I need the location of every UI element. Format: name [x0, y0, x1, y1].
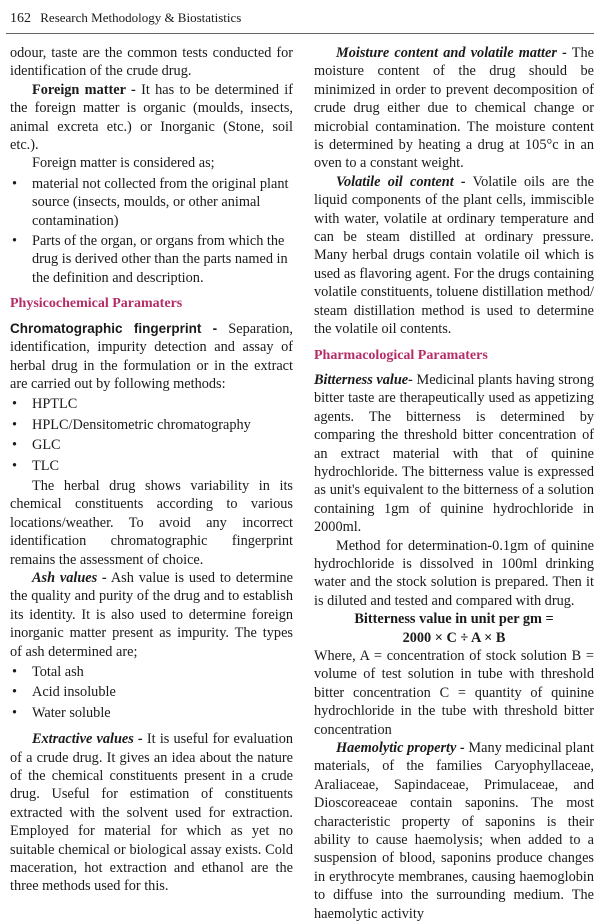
- list-item: • Water soluble: [12, 704, 111, 721]
- page-header: [10, 10, 594, 27]
- paragraph-haemolytic: Haemolytic property - Many medicinal plant materials, of the families Caryophyllaceae, Araliaceae, Sapindaceae, Primulaceae, and Dioscoreaceae contain saponins. The most characteristic property of saponins is their ability to cause haemolysis; when added to a suspension of blood, saponins produce changes in erythrocyte membranes, causing haemoglobin to diffuse into the surrounding medium. The haemolytic activity: [314, 740, 594, 922]
- section-heading-physicochemical: Physicochemical Paramaters: [10, 296, 183, 312]
- foreign-matter-considered: Foreign matter is considered as;: [32, 155, 215, 172]
- formula-expression: 2000 × C ÷ A × B: [402, 629, 506, 646]
- term-bitterness-value: Bitterness value-: [314, 371, 413, 388]
- paragraph-chromatographic: Chromatographic fingerprint - Separation, identification, impurity detection and assay of herbal drug in the formulation or in the extract are carried out by following methods:: [10, 320, 293, 392]
- paragraph-extractive-values: Extractive values - It is useful for evaluation of a crude drug. It gives an idea about the nature of the chemical constituents present in a crude drug. Useful for estimation of constituents extracted with the solvent used for extraction. Employed for material for which as yet no suitable chemical or biological assay exists. Cold maceration, hot extraction and ethanol are the three methods used for this.: [10, 731, 293, 895]
- bullet-icon: •: [12, 704, 18, 721]
- list-item: • Total ash: [12, 664, 84, 680]
- term-ash-values: Ash values -: [32, 569, 107, 586]
- foreign-matter-text: It has to be determined if the foreign matter is organic (moulds, insects, animal excreta etc.) or Inorganic (Stone, soil etc.).: [10, 81, 293, 154]
- foreign-matter-list: [10, 175, 293, 287]
- term-moisture-content: Moisture content and volatile matter -: [336, 45, 567, 61]
- paragraph-bitterness: Bitterness value- Medicinal plants having strong bitter taste are therapeutically used as appetizing agents. The bitterness is determined by comparing the threshold bitter concentration of an extract material with that of quinine hydrochloride. The bitterness value is expressed as unit's equivalent to the bitterness of a solution containing 1gm of quinine hydrochloride in 2000ml.: [314, 371, 594, 536]
- right-column: [314, 44, 594, 923]
- page-number: 162: [10, 11, 31, 26]
- list-item: • material not collected from the original plant source (insects, moulds, or other animal contamination): [12, 175, 289, 229]
- formula-title: Bitterness value in unit per gm =: [354, 611, 554, 628]
- term-volatile-oil: Volatile oil content -: [336, 173, 466, 190]
- list-item: • HPTLC: [12, 396, 78, 413]
- bullet-icon: •: [12, 416, 18, 433]
- list-item: • Parts of the organ, or organs from which the drug is derived other than the parts named in the definition and description.: [12, 233, 288, 286]
- bullet-icon: •: [12, 175, 18, 192]
- term-extractive-values: Extractive values -: [32, 731, 143, 748]
- bullet-icon: •: [12, 684, 18, 701]
- running-title: Research Methodology & Biostatistics: [40, 10, 242, 25]
- bullet-icon: •: [12, 664, 18, 680]
- ash-types-list: [10, 663, 293, 722]
- bullet-icon: •: [12, 233, 18, 250]
- paragraph: odour, taste are the common tests conducted for identification of the crude drug.: [10, 45, 293, 80]
- term-chromatographic: Chromatographic fingerprint -: [10, 320, 218, 336]
- paragraph-variability: The herbal drug shows variability in its chemical constituents according to various locations/weather. To avoid any incorrect identification chromatographic fingerprint remains the assessment of choice.: [10, 477, 293, 568]
- list-item: • Acid insoluble: [12, 684, 116, 701]
- list-item: • TLC: [12, 457, 60, 474]
- list-item: • HPLC/Densitometric chromatography: [12, 416, 251, 433]
- bullet-icon: •: [12, 457, 18, 474]
- bullet-icon: •: [12, 396, 18, 413]
- paragraph-where: Where, A = concentration of stock solution B = volume of test solution in tube with threshold bitter concentration C = quantity of quinine hydrochloride in the tube with threshold bitter concentration: [314, 648, 594, 738]
- paragraph-moisture: Moisture content and volatile matter - The moisture content of the drug should be minimized in order to prevent decomposition of crude drug either due to chemical change or microbial contamination. The moisture content is determined by heating a drug at 105°c in an oven to a constant weight.: [314, 45, 594, 172]
- paragraph-ash-values: Ash values - Ash value is used to determine the quality and purity of the drug and to establish its identity. It is also used to determine foreign inorganic matter present as impurity. The types of ash determined are;: [10, 569, 293, 660]
- paragraph-foreign-matter: [10, 81, 293, 155]
- term-haemolytic-property: Haemolytic property -: [336, 740, 465, 757]
- term-foreign-matter: Foreign matter -: [32, 81, 136, 98]
- header-rule: [6, 33, 594, 34]
- paragraph-method: Method for determination-0.1gm of quinine hydrochloride is dissolved in 100ml drinking water and the stock solution is prepared. Then it is diluted and tested and compared with drug.: [314, 537, 594, 609]
- methods-list: [10, 395, 293, 475]
- left-column: [10, 44, 293, 896]
- paragraph-volatile-oil: Volatile oil content - Volatile oils are the liquid components of the plant cells, immiscible with water, volatile at ordinary temperature and can be steam distilled at ordinary pressure. Many herbal drugs contain volatile oil which is used as flavoring agent. For the drugs containing volatile constituents, toluene distillation method/ steam distillation method is used to determine the volatile oil contents.: [314, 173, 594, 338]
- bullet-icon: •: [12, 437, 18, 454]
- list-item: • GLC: [12, 437, 61, 454]
- section-heading-pharmacological: Pharmacological Paramaters: [314, 347, 488, 363]
